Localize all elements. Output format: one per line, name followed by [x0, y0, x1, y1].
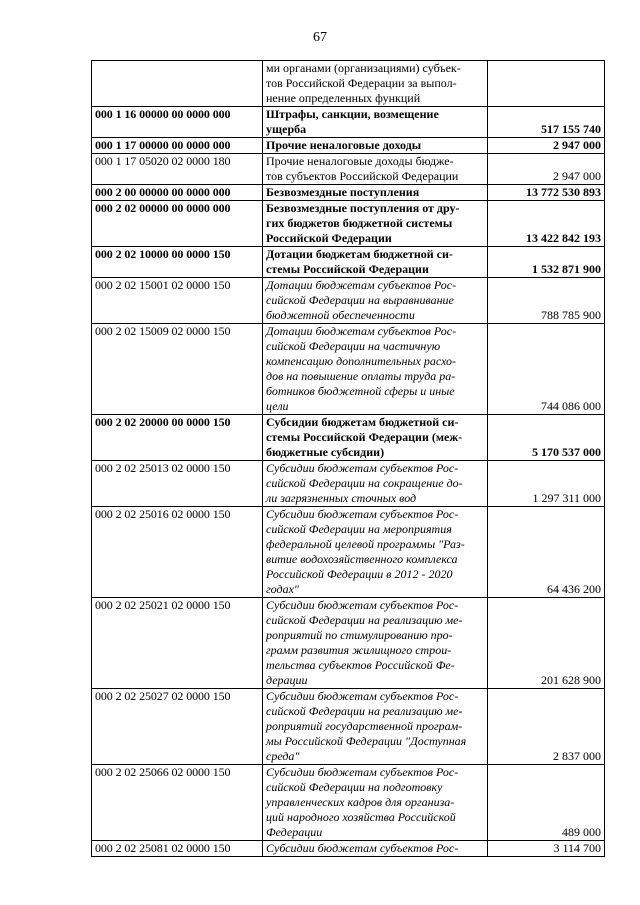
revenue-item-name-line: дерации [266, 673, 308, 687]
revenue-item-name [263, 507, 488, 598]
revenue-item-name [263, 461, 488, 507]
revenue-item-name-line: сийской Федерации на мероприятия [266, 522, 452, 536]
revenue-amount: 744 086 000 [488, 324, 605, 415]
revenue-item-name-line: ций народного хозяйства Российской [266, 810, 456, 824]
table-row [92, 154, 605, 185]
table-row [92, 185, 605, 201]
table-row [92, 201, 605, 247]
budget-classification-code: 000 2 02 25066 02 0000 150 [92, 765, 263, 841]
revenue-amount: 13 772 530 893 [488, 185, 605, 201]
revenue-item-name [263, 324, 488, 415]
budget-classification-code: 000 2 02 15009 02 0000 150 [92, 324, 263, 415]
revenue-item-name-line: Субсидии бюджетам субъектов Рос- [266, 598, 459, 612]
table-row [92, 247, 605, 278]
revenue-amount: 2 837 000 [488, 689, 605, 765]
revenue-item-name-line: Субсидии бюджетам субъектов Рос- [266, 765, 459, 779]
revenue-item-name [263, 201, 488, 247]
revenue-item-name [263, 689, 488, 765]
revenue-item-name-line: федеральной целевой программы "Раз- [266, 537, 465, 551]
budget-classification-code: 000 2 02 15001 02 0000 150 [92, 278, 263, 324]
revenue-amount: 2 947 000 [488, 154, 605, 185]
budget-classification-code [92, 61, 263, 107]
table-row [92, 324, 605, 415]
revenue-item-name-line: ущерба [266, 122, 307, 136]
budget-classification-code: 000 2 02 25081 02 0000 150 [92, 841, 263, 857]
table-row [92, 598, 605, 689]
table-row [92, 61, 605, 107]
revenue-item-name-line: Российской Федерации в 2012 - 2020 [266, 567, 453, 581]
revenue-amount: 1 297 311 000 [488, 461, 605, 507]
budget-classification-code: 000 2 02 25013 02 0000 150 [92, 461, 263, 507]
revenue-amount [488, 61, 605, 107]
budget-classification-code: 000 1 16 00000 00 0000 000 [92, 107, 263, 138]
revenue-item-name-line: тов Российской Федерации за выпол- [266, 76, 457, 90]
revenue-item-name-line: Прочие неналоговые доходы [266, 138, 422, 152]
revenue-item-name-line: Дотации бюджетам субъектов Рос- [266, 324, 457, 338]
revenue-item-name-line: роприятий государственной програм- [266, 719, 463, 733]
table-row [92, 278, 605, 324]
budget-classification-code: 000 2 02 25016 02 0000 150 [92, 507, 263, 598]
revenue-item-name-line: ботников бюджетной сферы и иные [266, 384, 455, 398]
revenue-item-name [263, 138, 488, 154]
revenue-amount: 517 155 740 [488, 107, 605, 138]
revenue-item-name-line: годах" [266, 582, 299, 596]
revenue-item-name-line: ми органами (организациями) субъек- [266, 61, 461, 75]
budget-classification-code: 000 1 17 00000 00 0000 000 [92, 138, 263, 154]
revenue-item-name-line: сийской Федерации на подготовку [266, 780, 443, 794]
revenue-item-name [263, 107, 488, 138]
budget-revenue-table [91, 60, 605, 857]
revenue-item-name-line: сийской Федерации на выравнивание [266, 293, 454, 307]
revenue-amount: 64 436 200 [488, 507, 605, 598]
revenue-item-name-line: дов на повышение оплаты труда ра- [266, 369, 456, 383]
revenue-item-name-line: Безвозмездные поступления [266, 185, 420, 199]
table-row [92, 841, 605, 857]
revenue-item-name-line: тельства субъектов Российской Фе- [266, 658, 455, 672]
revenue-item-name-line: мы Российской Федерации "Доступная [266, 734, 467, 748]
revenue-item-name-line: Федерации [266, 825, 323, 839]
budget-classification-code: 000 2 02 00000 00 0000 000 [92, 201, 263, 247]
revenue-item-name-line: компенсацию дополнительных расхо- [266, 354, 457, 368]
revenue-amount: 2 947 000 [488, 138, 605, 154]
revenue-item-name-line: Субсидии бюджетам субъектов Рос- [266, 841, 459, 855]
revenue-item-name [263, 154, 488, 185]
budget-classification-code: 000 1 17 05020 02 0000 180 [92, 154, 263, 185]
revenue-item-name-line: бюджетные субсидии) [266, 445, 385, 459]
revenue-item-name-line: цели [266, 399, 289, 413]
table-row [92, 461, 605, 507]
revenue-item-name [263, 185, 488, 201]
revenue-item-name [263, 415, 488, 461]
page-number: 67 [313, 30, 327, 45]
revenue-item-name-line: Российской Федерации [266, 231, 392, 245]
revenue-item-name-line: гих бюджетов бюджетной системы [266, 216, 453, 230]
revenue-item-name-line: Субсидии бюджетам субъектов Рос- [266, 689, 459, 703]
revenue-item-name-line: сийской Федерации на реализацию ме- [266, 613, 463, 627]
budget-classification-code: 000 2 00 00000 00 0000 000 [92, 185, 263, 201]
revenue-item-name-line: Прочие неналоговые доходы бюдже- [266, 154, 454, 168]
budget-classification-code: 000 2 02 25027 02 0000 150 [92, 689, 263, 765]
revenue-item-name-line: роприятий по стимулированию про- [266, 628, 453, 642]
revenue-item-name-line: стемы Российской Федерации (меж- [266, 430, 463, 444]
table-row [92, 689, 605, 765]
revenue-item-name-line: витие водохозяйственного комплекса [266, 552, 458, 566]
revenue-item-name-line: среда" [266, 749, 300, 763]
revenue-item-name-line: Штрафы, санкции, возмещение [266, 107, 439, 121]
revenue-item-name [263, 278, 488, 324]
revenue-item-name-line: сийской Федерации на частичную [266, 339, 441, 353]
budget-classification-code: 000 2 02 10000 00 0000 150 [92, 247, 263, 278]
budget-classification-code: 000 2 02 20000 00 0000 150 [92, 415, 263, 461]
revenue-item-name-line: Дотации бюджетам бюджетной си- [266, 247, 453, 261]
revenue-item-name-line: бюджетной обеспеченности [266, 308, 415, 322]
revenue-item-name-line: управленческих кадров для организа- [266, 795, 455, 809]
revenue-item-name-line: Дотации бюджетам субъектов Рос- [266, 278, 457, 292]
table-row [92, 138, 605, 154]
revenue-amount: 201 628 900 [488, 598, 605, 689]
revenue-amount: 489 000 [488, 765, 605, 841]
revenue-item-name-line: тов субъектов Российской Федерации [266, 169, 459, 183]
revenue-item-name [263, 247, 488, 278]
revenue-item-name [263, 841, 488, 857]
revenue-amount: 1 532 871 900 [488, 247, 605, 278]
revenue-item-name-line: Безвозмездные поступления от дру- [266, 201, 460, 215]
revenue-item-name-line: Субсидии бюджетам субъектов Рос- [266, 507, 459, 521]
revenue-item-name-line: Субсидии бюджетам бюджетной си- [266, 415, 459, 429]
budget-table-body [92, 61, 605, 857]
revenue-item-name [263, 598, 488, 689]
table-row [92, 507, 605, 598]
table-row [92, 415, 605, 461]
revenue-item-name [263, 61, 488, 107]
revenue-item-name-line: Субсидии бюджетам субъектов Рос- [266, 461, 459, 475]
revenue-item-name [263, 765, 488, 841]
table-row [92, 107, 605, 138]
table-row [92, 765, 605, 841]
revenue-amount: 5 170 537 000 [488, 415, 605, 461]
revenue-item-name-line: сийской Федерации на сокращение до- [266, 476, 463, 490]
budget-classification-code: 000 2 02 25021 02 0000 150 [92, 598, 263, 689]
revenue-amount: 13 422 842 193 [488, 201, 605, 247]
revenue-item-name-line: ли загрязненных сточных вод [266, 491, 417, 505]
revenue-item-name-line: нение определенных функций [266, 91, 421, 105]
revenue-item-name-line: стемы Российской Федерации [266, 262, 429, 276]
revenue-item-name-line: сийской Федерации на реализацию ме- [266, 704, 463, 718]
revenue-amount: 3 114 700 [488, 841, 605, 857]
revenue-amount: 788 785 900 [488, 278, 605, 324]
revenue-item-name-line: грамм развития жилищного строи- [266, 643, 452, 657]
